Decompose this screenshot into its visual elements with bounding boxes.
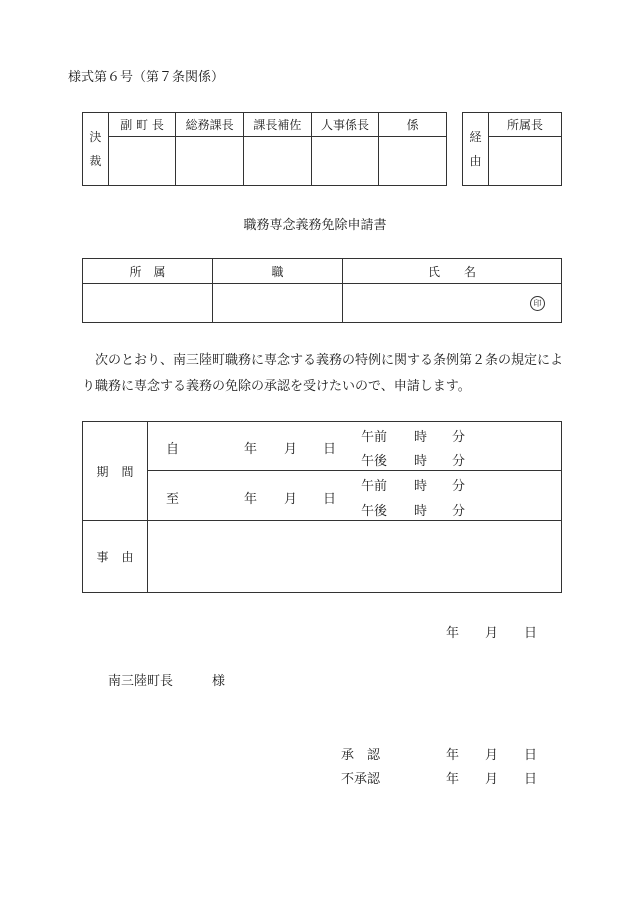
period-to-day: 日: [323, 492, 337, 507]
period-to-am: 午前: [361, 479, 388, 494]
decision-disapprove-label: 不承認: [341, 772, 381, 787]
period-from-pm-minute: 分: [452, 454, 466, 469]
body-text-line-1: 次のとおり、南三陸町職務に専念する義務の特例に関する条例第２条の規定によ: [95, 353, 564, 368]
reason-field[interactable]: [148, 521, 562, 593]
application-date-year: 年: [446, 626, 460, 641]
approval-seal-cell[interactable]: [379, 137, 447, 186]
period-to-pm-minute: 分: [452, 504, 466, 519]
decision-approve-day: 日: [524, 748, 538, 763]
period-table: [82, 421, 562, 593]
approval-seal-cell[interactable]: [108, 137, 176, 186]
period-from-am-minute: 分: [452, 430, 466, 445]
body-text-line-2: り職務に専念する義務の免除の承認を受けたいので、申請します。: [82, 379, 471, 394]
applicant-name-field[interactable]: [343, 284, 562, 323]
period-from-day: 日: [323, 442, 337, 457]
decision-disapprove-day: 日: [524, 772, 538, 787]
addressee-name: 南三陸町長: [108, 674, 174, 689]
routing-label: 経 由: [463, 113, 489, 186]
approval-seal-cell[interactable]: [311, 137, 379, 186]
period-from-am-hour: 時: [414, 430, 428, 445]
period-from-pm: 午後: [361, 454, 388, 469]
decision-approve-label: 承 認: [341, 748, 381, 763]
applicant-header-position: 職: [213, 259, 343, 284]
application-date-month: 月: [485, 626, 499, 641]
decision-disapprove-month: 月: [485, 772, 499, 787]
form-number: 様式第６号（第７条関係）: [68, 70, 225, 85]
application-date-day: 日: [524, 626, 538, 641]
period-to-pm-hour: 時: [414, 504, 428, 519]
period-from-cell[interactable]: [148, 422, 562, 471]
period-to-month: 月: [284, 492, 298, 507]
decision-approve-month: 月: [485, 748, 499, 763]
period-to-am-minute: 分: [452, 479, 466, 494]
approval-seal-cell[interactable]: [176, 137, 244, 186]
period-to-label: 至: [166, 492, 180, 507]
period-to-cell[interactable]: [148, 471, 562, 521]
applicant-header-name: 氏 名: [343, 259, 562, 284]
seal-icon: 印: [530, 296, 545, 311]
period-from-label: 自: [166, 442, 180, 457]
document-title: 職務専念義務免除申請書: [243, 218, 387, 233]
applicant-table: [82, 258, 562, 323]
period-from-am: 午前: [361, 430, 388, 445]
routing-header-supervisor: 所属長: [489, 113, 562, 137]
period-from-month: 月: [284, 442, 298, 457]
decision-approve-year: 年: [446, 748, 460, 763]
applicant-affiliation-field[interactable]: [83, 284, 213, 323]
addressee-honorific: 様: [212, 674, 226, 689]
period-label: 期 間: [83, 422, 148, 521]
period-from-pm-hour: 時: [414, 454, 428, 469]
applicant-header-affiliation: 所 属: [83, 259, 213, 284]
applicant-position-field[interactable]: [213, 284, 343, 323]
approval-header-staff: 係: [379, 113, 447, 137]
approval-label: 決 裁: [83, 113, 109, 186]
routing-table: [462, 112, 562, 186]
period-to-pm: 午後: [361, 504, 388, 519]
approval-header-assistant-chief: 課長補佐: [244, 113, 312, 137]
decision-disapprove-year: 年: [446, 772, 460, 787]
approval-table: [82, 112, 447, 186]
approval-header-personnel-chief: 人事係長: [311, 113, 379, 137]
approval-header-deputy-mayor: 副 町 長: [108, 113, 176, 137]
routing-seal-cell[interactable]: [489, 137, 562, 186]
period-to-year: 年: [244, 492, 258, 507]
approval-header-general-affairs-chief: 総務課長: [176, 113, 244, 137]
period-to-am-hour: 時: [414, 479, 428, 494]
period-from-year: 年: [244, 442, 258, 457]
approval-seal-cell[interactable]: [244, 137, 312, 186]
reason-label: 事 由: [83, 521, 148, 593]
